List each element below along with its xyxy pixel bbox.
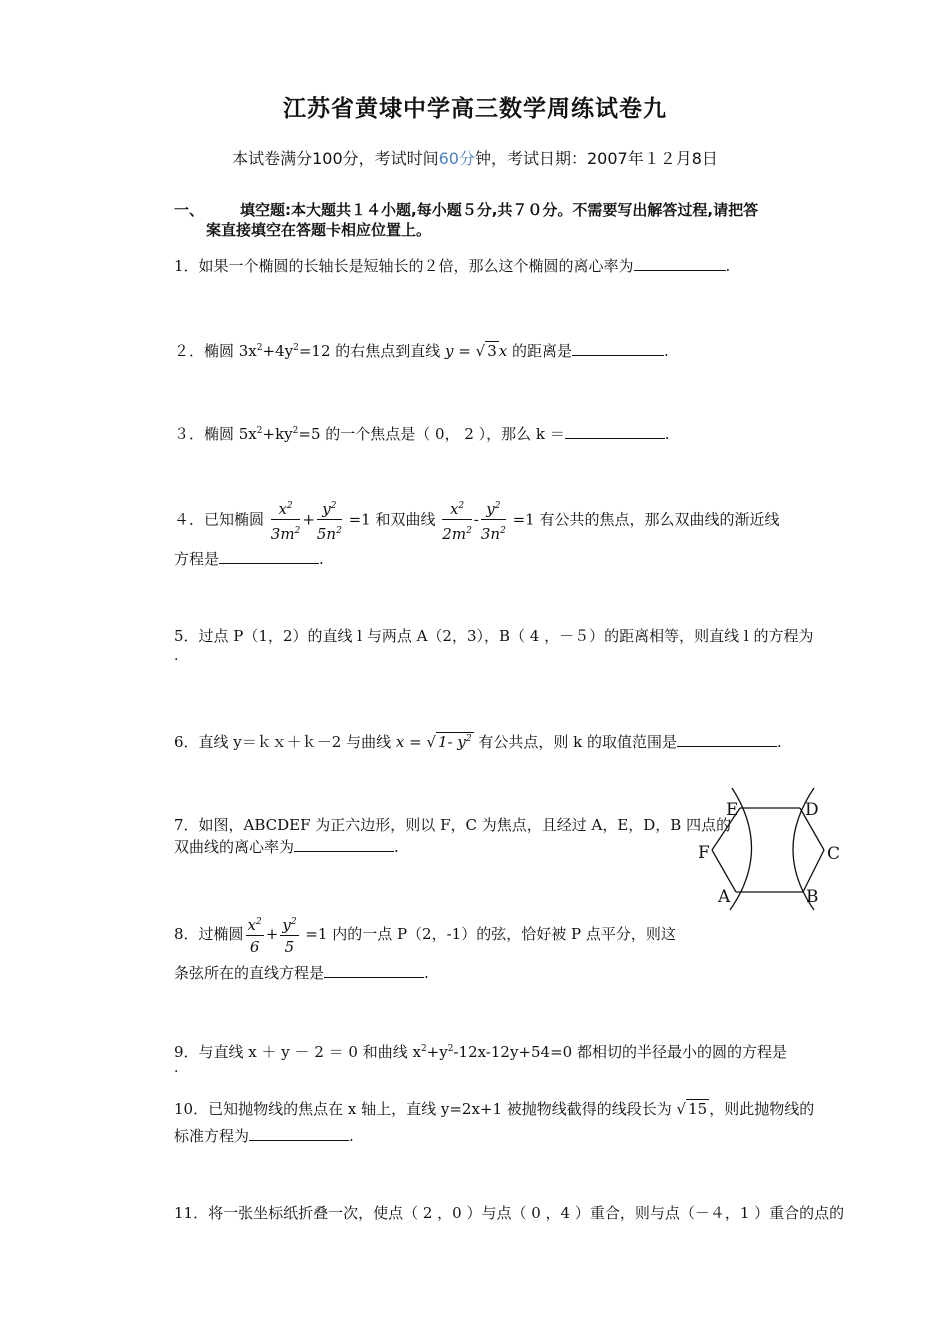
question-2-text-d: 的距离是 <box>507 342 572 360</box>
fraction <box>317 496 342 545</box>
question-7-text: 7．如图，ABCDEF 为正六边形，则以 F，C 为焦点，且经过 A，E，D，B 四点的 <box>174 816 732 834</box>
question-8-text-a: 8．过椭圆 <box>174 925 244 943</box>
vertex-label-b: B <box>806 887 819 907</box>
sqrt-expression: √ 3 <box>475 342 497 360</box>
superscript: 2 <box>256 426 263 436</box>
denominator: 2m <box>442 525 467 543</box>
question-5-end: . <box>174 648 179 664</box>
question-7-text-b: 双曲线的离心率为 <box>174 838 295 856</box>
fraction <box>280 912 298 958</box>
question-6-end: . <box>777 733 782 751</box>
answer-blank <box>219 549 319 564</box>
question-8-text-c: 条弦所在的直线方程是 <box>174 964 325 982</box>
superscript: 2 <box>336 526 342 536</box>
radicand: 15 <box>688 1100 708 1118</box>
superscript: 2 <box>292 426 299 436</box>
question-2-text-a: ２．椭圆 3x <box>174 342 257 360</box>
answer-blank <box>565 424 665 439</box>
question-4-text-a: ４．已知椭圆 <box>174 510 265 529</box>
superscript: 2 <box>494 501 501 511</box>
denominator: 3n <box>480 525 501 543</box>
question-10-text-c: 标准方程为 <box>174 1127 250 1145</box>
question-8-end: . <box>424 964 429 982</box>
question-6-text-a: 6．直线 y＝ｋｘ＋ｋ－2 与曲线 <box>174 733 396 751</box>
vertex-label-e: E <box>726 800 739 820</box>
superscript: 2 <box>447 1044 454 1054</box>
question-8: 8．过椭圆 $\frac{x^2}{6}$ + $\frac{y^2}{5}$ =1 内的一点 P（2，-1）的弦，恰好被 P 点平分，则这 <box>174 912 694 958</box>
question-4-line2 <box>174 548 842 570</box>
fraction <box>481 496 506 545</box>
numerator: y <box>282 916 291 934</box>
answer-blank <box>572 341 664 356</box>
denominator: 6 <box>249 938 260 956</box>
answer-blank <box>249 1126 349 1141</box>
question-8-text-b: =1 内的一点 P（2，-1）的弦，恰好被 P 点平分，则这 <box>300 925 676 943</box>
question-9 <box>174 1038 842 1063</box>
superscript: 2 <box>290 917 297 927</box>
numerator: x <box>247 916 257 934</box>
hexagon-edge-fa <box>712 850 736 892</box>
superscript: 2 <box>286 501 293 511</box>
question-10-text-b: ，则此抛物线的 <box>709 1100 815 1118</box>
question-9-text-c: -12x-12y+54=0 都相切的半径最小的圆的方程是 <box>453 1043 787 1061</box>
section-instructions-line2: 案直接填空在答题卡相应位置上。 <box>206 221 432 239</box>
superscript: 2 <box>500 526 506 536</box>
superscript: 2 <box>330 501 337 511</box>
answer-blank <box>294 837 394 852</box>
denominator: 5n <box>316 525 337 543</box>
question-2-end: . <box>664 342 669 360</box>
question-4-text-b: =1 和双曲线 <box>343 510 436 529</box>
page-title: 江苏省黄埭中学高三数学周练试卷九 <box>283 96 667 122</box>
question-10-line2 <box>174 1125 842 1147</box>
question-4-end: . <box>319 550 324 568</box>
numerator: x <box>449 500 459 518</box>
exam-info-prefix: 本试卷满分100分，考试时间 <box>232 149 439 168</box>
superscript: 2 <box>420 1044 427 1054</box>
numerator: y <box>322 500 331 518</box>
fraction <box>271 496 301 545</box>
question-2 <box>174 337 842 362</box>
sqrt-expression: √ 15 <box>676 1100 708 1118</box>
radicand <box>436 732 474 751</box>
section-instructions-line1: 填空题:本大题共１４小题,每小题５分,共７０分。不需要写出解答过程,请把答 <box>240 201 759 219</box>
question-5 <box>174 625 842 647</box>
answer-blank <box>324 963 424 978</box>
vertex-label-d: D <box>805 800 819 820</box>
question-10 <box>174 1098 842 1120</box>
question-2-text-c: =12 的右焦点到直线 <box>298 342 446 360</box>
superscript: 2 <box>256 343 263 353</box>
question-2-text-b: +4y <box>262 342 294 360</box>
superscript: 2 <box>294 526 301 536</box>
question-7-end: . <box>394 838 399 856</box>
question-6-text-b: 有公共点，则 k 的取值范围是 <box>473 733 678 751</box>
question-6 <box>174 728 842 753</box>
question-1-end: . <box>725 257 731 275</box>
exam-duration: 60分 <box>438 149 475 168</box>
question-9-text-a: 9．与直线 x ＋ y － 2 ＝ 0 和曲线 x <box>174 1043 421 1061</box>
question-3-text-a: ３．椭圆 5x <box>174 425 257 443</box>
vertex-label-f: F <box>698 843 710 863</box>
question-3-end: . <box>664 425 670 443</box>
fraction <box>442 496 472 545</box>
answer-blank <box>634 256 726 271</box>
vertex-label-c: C <box>827 844 841 864</box>
superscript: 2 <box>465 734 472 744</box>
curve-equation: x = <box>395 733 427 751</box>
section-heading <box>174 200 844 240</box>
question-3-text-c: =5 的一个焦点是（ 0， 2 ），那么 k ＝ <box>298 425 565 443</box>
superscript: 2 <box>466 526 472 536</box>
line-equation: y = <box>445 342 476 360</box>
question-4-text-d: 方程是 <box>174 550 220 568</box>
question-3-text-b: +ky <box>262 425 293 443</box>
question-5-text: 5．过点 P（1，2）的直线 l 与两点 A（2，3），B（ 4 ，－５）的距离相等，则直线 l 的方程为 <box>174 627 814 645</box>
question-11-text: 11．将一张坐标纸折叠一次，使点（ 2 ，0 ）与点（ 0 ，4 ）重合，则与点（－４，1 ）重合的点的 <box>174 1204 845 1222</box>
question-4-text-c: =1 有公共的焦点，那么双曲线的渐近线 <box>507 510 780 529</box>
question-8-line2 <box>174 962 842 984</box>
numerator: x <box>278 500 287 518</box>
hexagon-edge-cb <box>803 850 824 892</box>
question-9-end: . <box>174 1060 179 1076</box>
answer-blank <box>677 732 777 747</box>
superscript: 2 <box>458 501 465 511</box>
superscript: 2 <box>256 917 262 927</box>
question-10-end: . <box>349 1127 354 1145</box>
superscript: 2 <box>293 343 299 353</box>
denominator: 3m <box>270 525 295 543</box>
question-7 <box>174 814 732 858</box>
question-11 <box>174 1202 845 1224</box>
fraction <box>246 912 264 958</box>
question-7-line2 <box>174 836 694 858</box>
section-number: 一、 <box>174 201 205 219</box>
hexagon-figure <box>696 782 846 912</box>
question-1-text: 1．如果一个椭圆的长轴长是短轴长的２倍，那么这个椭圆的离心率为 <box>174 257 634 275</box>
question-1 <box>174 255 842 277</box>
denominator: 5 <box>284 938 295 956</box>
sqrt-expression: √ 1- $y^2$ <box>426 733 472 751</box>
question-3 <box>174 420 842 445</box>
exam-info <box>0 146 950 169</box>
radicand: 3 <box>487 342 497 360</box>
vertex-label-a: A <box>718 887 731 907</box>
numerator: y <box>486 500 495 518</box>
question-10-text-a: 10．已知抛物线的焦点在 x 轴上，直线 y=2x+1 被抛物线截得的线段长为 <box>174 1100 677 1118</box>
question-4: ４．已知椭圆 $\frac{x^2}{3m^2}$ + $\frac{y^2}{5n^2}$ =1 和双曲线 $\frac{x^2}{2m^2}$ - $\frac{y^2}{3n^2}$ =1 有公共的焦点，那么双曲线的渐近线 <box>174 496 842 545</box>
exam-info-suffix: 钟，考试日期：2007年１２月8日 <box>475 149 718 168</box>
radicand-text: 1- y <box>438 733 466 751</box>
variable: x <box>498 342 508 360</box>
question-9-text-b: +y <box>426 1043 448 1061</box>
